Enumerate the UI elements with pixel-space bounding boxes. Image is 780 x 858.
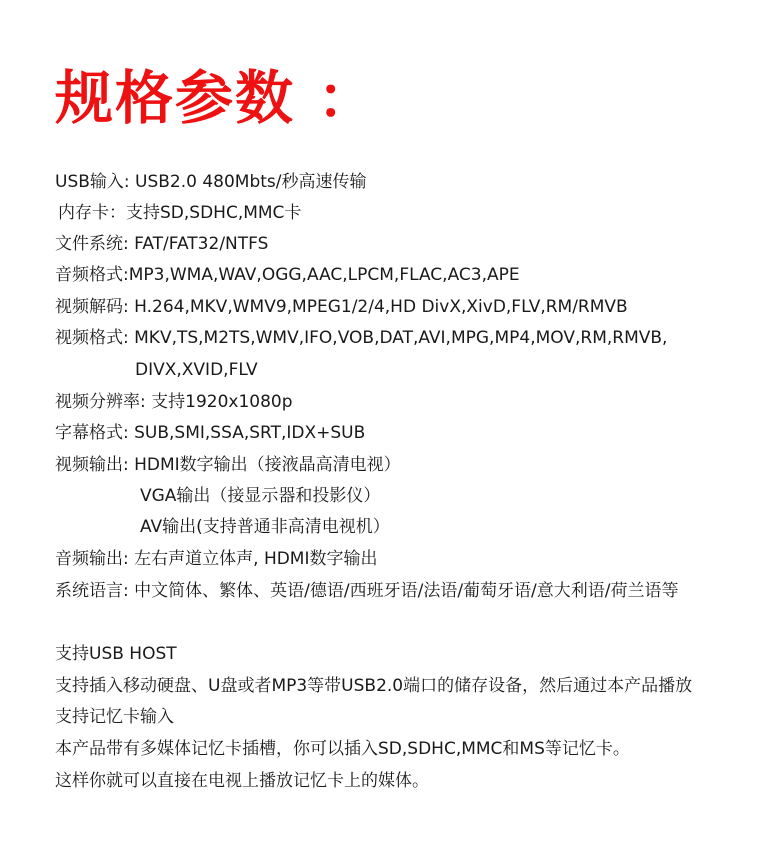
spec-usb-input: USB输入: USB2.0 480Mbts/秒高速传输 (55, 172, 367, 192)
note-card-slot: 本产品带有多媒体记忆卡插槽，你可以插入SD,SDHC,MMC和MS等记忆卡。 (55, 739, 630, 759)
spec-subtitle-format: 字幕格式: SUB,SMI,SSA,SRT,IDX+SUB (55, 423, 366, 443)
note-usb-devices: 支持插入移动硬盘、U盘或者MP3等带USB2.0端口的储存设备，然后通过本产品播放 (55, 676, 693, 696)
spec-memory-card: 内存卡：支持SD,SDHC,MMC卡 (58, 203, 302, 223)
spec-video-format-cont: DIVX,XVID,FLV (135, 360, 258, 380)
spec-av-output: AV输出(支持普通非高清电视机） (140, 517, 390, 537)
spec-system-language: 系统语言: 中文简体、繁体、英语/德语/西班牙语/法语/葡萄牙语/意大利语/荷兰语等 (55, 581, 679, 601)
spec-video-resolution: 视频分辨率: 支持1920x1080p (55, 392, 293, 412)
note-play-on-tv: 这样你就可以直接在电视上播放记忆卡上的媒体。 (55, 771, 429, 791)
spec-audio-format: 音频格式:MP3,WMA,WAV,OGG,AAC,LPCM,FLAC,AC3,APE (55, 265, 520, 285)
spec-vga-output: VGA输出（接显示器和投影仪） (140, 486, 381, 506)
note-usb-host: 支持USB HOST (55, 644, 177, 664)
spec-audio-output: 音频输出: 左右声道立体声, HDMI数字输出 (55, 549, 378, 569)
note-card-input: 支持记忆卡输入 (55, 707, 174, 727)
spec-video-decode: 视频解码: H.264,MKV,WMV9,MPEG1/2/4,HD DivX,XivD,FLV,RM/RMVB (55, 297, 628, 317)
spec-file-system: 文件系统: FAT/FAT32/NTFS (55, 234, 269, 254)
spec-video-format: 视频格式: MKV,TS,M2TS,WMV,IFO,VOB,DAT,AVI,MPG,MP4,MOV,RM,RMVB, (55, 328, 668, 348)
page-title: 规格参数 ： (55, 64, 378, 132)
spec-video-output: 视频输出: HDMI数字输出（接液晶高清电视） (55, 455, 401, 475)
